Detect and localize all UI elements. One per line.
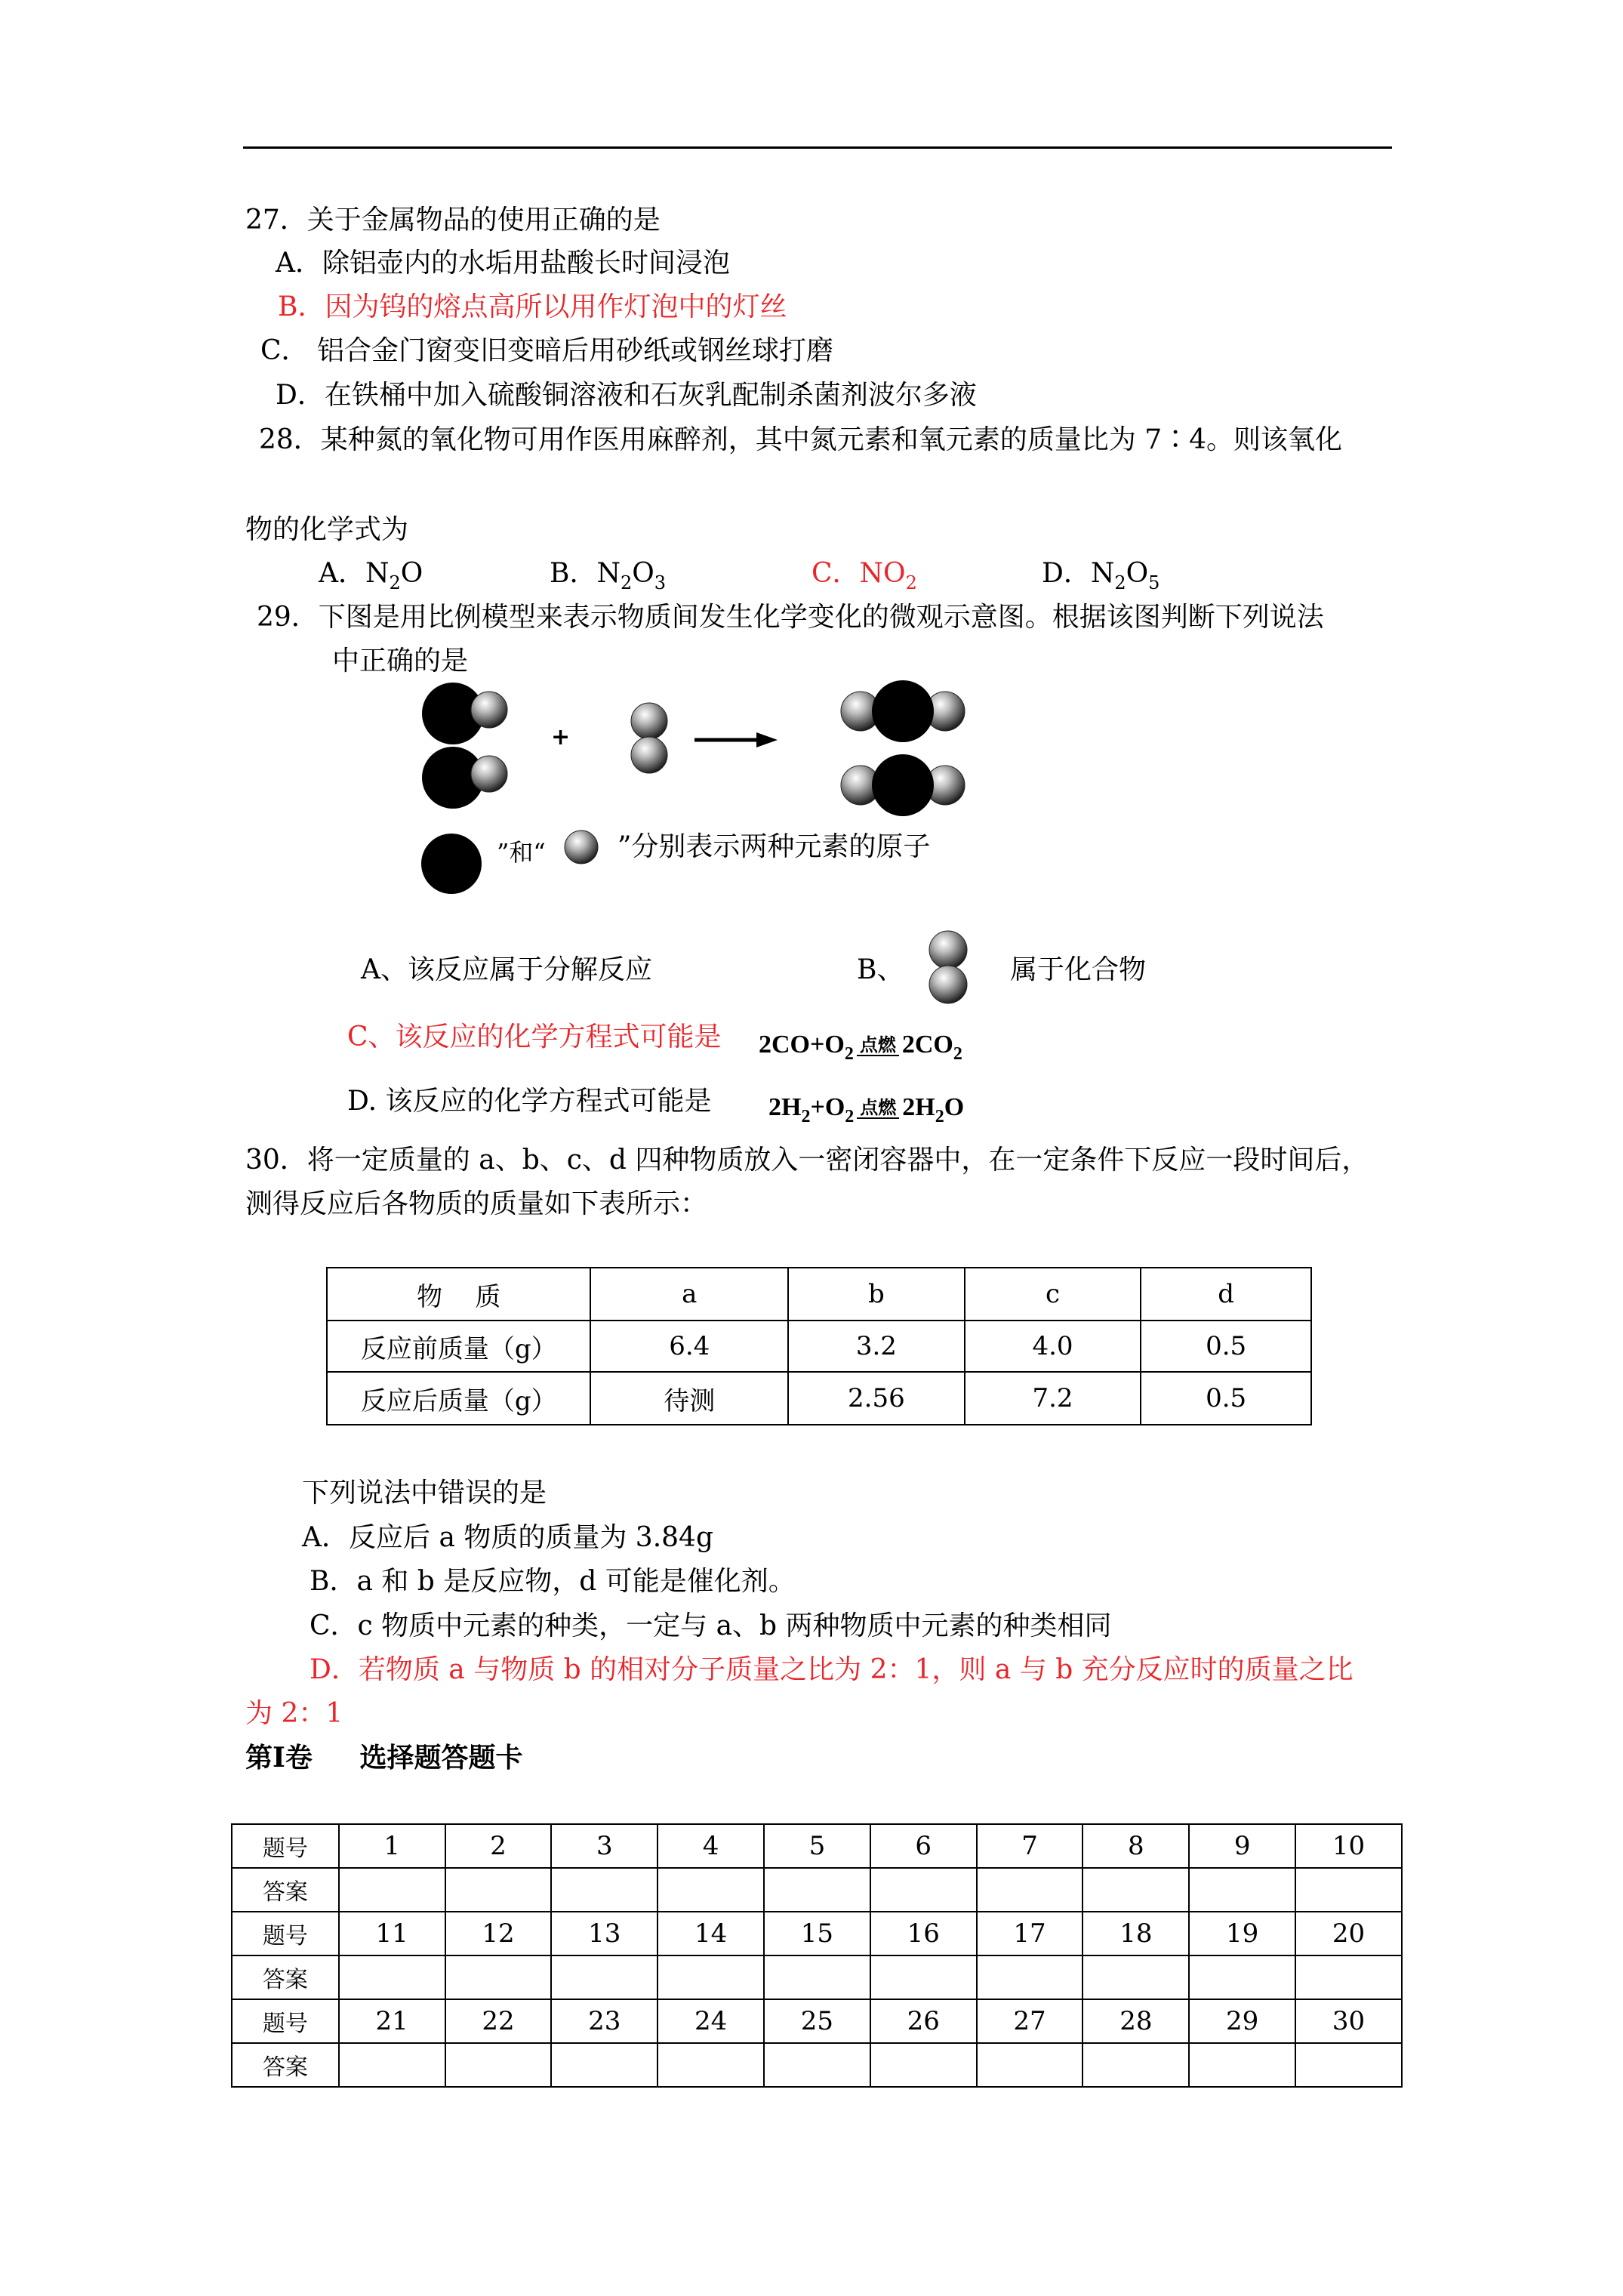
- table-cell: 7.2: [965, 1372, 1141, 1425]
- answer-cell[interactable]: [339, 2043, 445, 2087]
- row-label: 答案: [232, 2043, 339, 2087]
- question-number-cell: 9: [1189, 1824, 1295, 1868]
- question-number-cell: 16: [870, 1912, 977, 1955]
- q30-option-a: A．反应后 a 物质的质量为 3.84g: [302, 1522, 713, 1553]
- answer-card-table: [231, 1823, 1403, 2088]
- question-number-cell: 25: [764, 1999, 870, 2043]
- q27-option-a: A．除铝壶内的水垢用盐酸长时间浸泡: [276, 248, 730, 279]
- answer-cell[interactable]: [339, 1955, 445, 1999]
- q30-option-b: B．a 和 b 是反应物，d 可能是催化剂。: [310, 1566, 796, 1597]
- question-number-cell: 23: [551, 1999, 658, 2043]
- row-label: 题号: [232, 1824, 339, 1868]
- table-cell: 反应前质量（g）: [327, 1321, 590, 1372]
- question-number-cell: 5: [764, 1824, 870, 1868]
- answer-row: [232, 1868, 1402, 1912]
- answer-cell[interactable]: [445, 2043, 552, 2087]
- q30-stem-line1: 30．将一定质量的 a、b、c、d 四种物质放入一密闭容器中，在一定条件下反应一段时间后，: [245, 1145, 1369, 1176]
- question-number-cell: 22: [445, 1999, 552, 2043]
- co2-molecule-icon: [841, 754, 965, 816]
- q29-option-d: D. 该反应的化学方程式可能是: [347, 1086, 712, 1117]
- q29-option-a: A、该反应属于分解反应: [361, 954, 652, 985]
- answer-cell[interactable]: [1083, 2043, 1189, 2087]
- question-number-cell: 26: [870, 1999, 977, 2043]
- table-header-cell: c: [965, 1268, 1141, 1321]
- question-number-cell: 19: [1189, 1912, 1295, 1955]
- question-number-cell: 27: [977, 1999, 1083, 2043]
- answer-cell[interactable]: [1083, 1955, 1189, 1999]
- q27-option-b: B．因为钨的熔点高所以用作灯泡中的灯丝: [278, 291, 787, 322]
- co2-molecule-icon: [841, 680, 965, 742]
- answer-cell[interactable]: [764, 2043, 870, 2087]
- table-header-cell: b: [788, 1268, 965, 1321]
- answer-cell[interactable]: [1083, 1868, 1189, 1912]
- question-number-cell: 12: [445, 1912, 552, 1955]
- q29-option-c: C、该反应的化学方程式可能是: [347, 1022, 722, 1052]
- q28-option-a: A．$N_2O$: [319, 558, 423, 593]
- header-rule: [243, 146, 1392, 149]
- table-cell: 待测: [590, 1372, 788, 1425]
- answer-cell[interactable]: [658, 2043, 764, 2087]
- q29-stem-line1: 29．下图是用比例模型来表示物质间发生化学变化的微观示意图。根据该图判断下列说法: [257, 602, 1324, 633]
- co-molecule-icon: [422, 747, 507, 809]
- row-label: 题号: [232, 1912, 339, 1955]
- answer-cell[interactable]: [551, 2043, 658, 2087]
- table-cell: 0.5: [1141, 1372, 1311, 1425]
- answer-cell[interactable]: [551, 1955, 658, 1999]
- q29-option-d-equation: $2H_2+O_2$ 点燃 $2H_2O$: [768, 1093, 965, 1126]
- answer-cell[interactable]: [870, 2043, 977, 2087]
- q30-stem-line2: 测得反应后各物质的质量如下表所示：: [245, 1188, 708, 1219]
- grey-atom-icon: [565, 831, 598, 864]
- q27-option-d: D．在铁桶中加入硫酸铜溶液和石灰乳配制杀菌剂波尔多液: [276, 380, 977, 411]
- answer-cell[interactable]: [658, 1868, 764, 1912]
- table-cell: 反应后质量（g）: [327, 1372, 590, 1425]
- reaction-arrow-icon: [694, 732, 778, 747]
- question-number-cell: 29: [1189, 1999, 1295, 2043]
- answer-cell[interactable]: [445, 1868, 552, 1912]
- question-number-cell: 30: [1295, 1999, 1402, 2043]
- answer-cell[interactable]: [977, 1868, 1083, 1912]
- o2-molecule-icon: [929, 931, 967, 1003]
- answer-cell[interactable]: [764, 1868, 870, 1912]
- row-label: 题号: [232, 1999, 339, 2043]
- question-number-row: [232, 1912, 1402, 1955]
- table-cell: 0.5: [1141, 1321, 1311, 1372]
- q29-option-b-suffix: 属于化合物: [1010, 954, 1147, 985]
- answer-cell[interactable]: [1189, 1955, 1295, 1999]
- q29-option-b-prefix: B、: [857, 954, 904, 985]
- table-cell: 4.0: [965, 1321, 1141, 1372]
- q28-option-b: B．$N_2O_3$: [550, 558, 667, 593]
- q30-option-d-line1: D．若物质 a 与物质 b 的相对分子质量之比为 2：1，则 a 与 b 充分反应时的质量之比: [310, 1654, 1354, 1685]
- q28-stem-line1: 28．某种氮的氧化物可用作医用麻醉剂，其中氮元素和氧元素的质量比为 7∶4。则该氧化: [259, 424, 1343, 455]
- table-row: [327, 1268, 1311, 1321]
- q29-option-c-equation: $2CO+O_2$ 点燃 $2CO_2$: [759, 1031, 962, 1064]
- question-number-cell: 13: [551, 1912, 658, 1955]
- question-number-row: [232, 1824, 1402, 1868]
- question-number-cell: 24: [658, 1999, 764, 2043]
- table-row: [327, 1372, 1311, 1425]
- answer-cell[interactable]: [870, 1868, 977, 1912]
- question-number-row: [232, 1999, 1402, 2043]
- question-number-cell: 10: [1295, 1824, 1402, 1868]
- answer-cell[interactable]: [551, 1868, 658, 1912]
- row-label: 答案: [232, 1868, 339, 1912]
- q27-option-c: C． 铝合金门窗变旧变暗后用砂纸或钢丝球打磨: [260, 335, 833, 366]
- q30-question: 下列说法中错误的是: [302, 1478, 547, 1509]
- question-number-cell: 3: [551, 1824, 658, 1868]
- question-number-cell: 17: [977, 1912, 1083, 1955]
- plus-sign: +: [551, 724, 571, 750]
- answer-cell[interactable]: [977, 2043, 1083, 2087]
- table-header-cell: 物 质: [327, 1268, 590, 1321]
- question-number-cell: 20: [1295, 1912, 1402, 1955]
- answer-card-title: 第Ⅰ卷 选择题答题卡: [245, 1742, 523, 1774]
- table-cell: 6.4: [590, 1321, 788, 1372]
- q30-option-d-line2: 为 2：1: [245, 1698, 343, 1729]
- table-cell: 2.56: [788, 1372, 965, 1425]
- answer-cell[interactable]: [1295, 1955, 1402, 1999]
- question-number-cell: 11: [339, 1912, 445, 1955]
- question-number-cell: 15: [764, 1912, 870, 1955]
- question-number-cell: 18: [1083, 1912, 1189, 1955]
- question-number-cell: 28: [1083, 1999, 1189, 2043]
- question-number-cell: 8: [1083, 1824, 1189, 1868]
- answer-cell[interactable]: [870, 1955, 977, 1999]
- question-number-cell: 1: [339, 1824, 445, 1868]
- answer-row: [232, 2043, 1402, 2087]
- question-number-cell: 4: [658, 1824, 764, 1868]
- mass-table: [326, 1267, 1312, 1425]
- question-number-cell: 2: [445, 1824, 552, 1868]
- answer-cell[interactable]: [1295, 1868, 1402, 1912]
- q30-option-c: C．c 物质中元素的种类，一定与 a、b 两种物质中元素的种类相同: [310, 1610, 1112, 1641]
- answer-cell[interactable]: [339, 1868, 445, 1912]
- answer-cell[interactable]: [658, 1955, 764, 1999]
- legend-connector: ”和“: [497, 838, 546, 867]
- answer-cell[interactable]: [977, 1955, 1083, 1999]
- q27-stem: 27．关于金属物品的使用正确的是: [245, 205, 661, 236]
- question-number-cell: 7: [977, 1824, 1083, 1868]
- answer-row: [232, 1955, 1402, 1999]
- table-header-cell: d: [1141, 1268, 1311, 1321]
- q29-stem-line2: 中正确的是: [332, 646, 469, 676]
- question-number-cell: 6: [870, 1824, 977, 1868]
- table-cell: 3.2: [788, 1321, 965, 1372]
- answer-cell[interactable]: [1189, 1868, 1295, 1912]
- q28-stem-line2: 物的化学式为: [245, 514, 409, 545]
- q28-option-d: D．$N_2O_5$: [1042, 558, 1160, 593]
- black-atom-icon: [421, 834, 482, 894]
- legend-text: ”分别表示两种元素的原子: [617, 831, 931, 862]
- answer-cell[interactable]: [764, 1955, 870, 1999]
- o2-molecule-icon: [631, 703, 667, 773]
- question-number-cell: 14: [658, 1912, 764, 1955]
- answer-cell[interactable]: [1189, 2043, 1295, 2087]
- q28-option-c: C．$NO_2$: [812, 558, 917, 593]
- answer-cell[interactable]: [1295, 2043, 1402, 2087]
- co-molecule-icon: [422, 683, 507, 744]
- table-header-cell: a: [590, 1268, 788, 1321]
- row-label: 答案: [232, 1955, 339, 1999]
- table-row: [327, 1321, 1311, 1372]
- answer-cell[interactable]: [445, 1955, 552, 1999]
- question-number-cell: 21: [339, 1999, 445, 2043]
